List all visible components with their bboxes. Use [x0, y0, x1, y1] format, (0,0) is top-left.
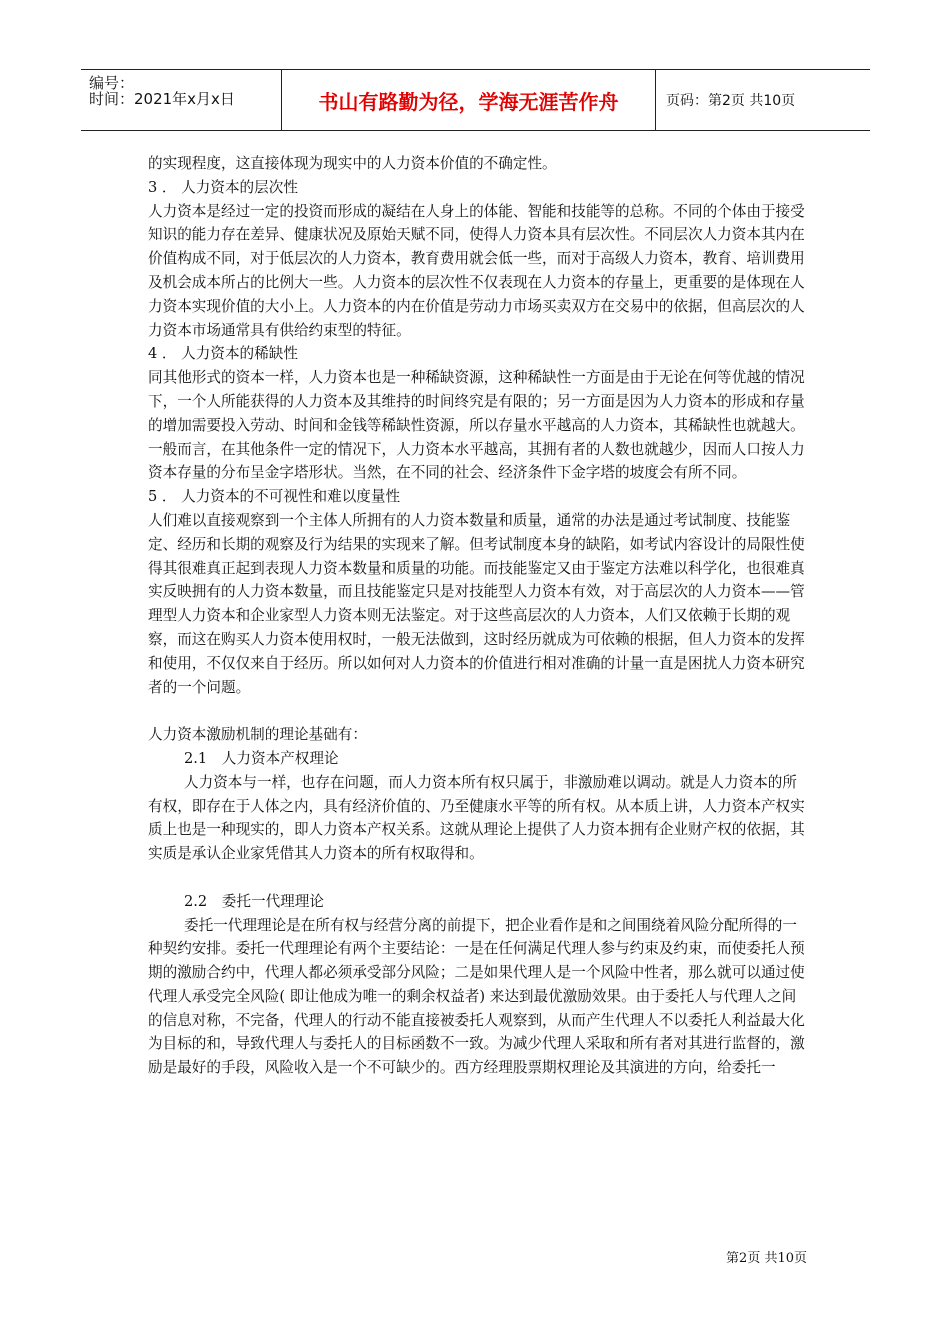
paragraph: 的实现程度，这直接体现为现实中的人力资本价值的不确定性。 [148, 155, 557, 172]
page-footer: 第2页 共10页 [726, 1251, 807, 1266]
time-label: 时间：2021年x月x日 [89, 90, 235, 108]
header-page-info: 页码：第2页 共10页 [666, 93, 796, 109]
header-table [81, 69, 870, 131]
section-heading-4: 4 ． 人力资本的稀缺性 [148, 345, 298, 363]
number-label: 编号： [89, 74, 135, 92]
subsection-heading-2-1: 2.1 人力资本产权理论 [184, 749, 339, 767]
paragraph: 同其他形式的资本一样，人力资本也是一种稀缺资源，这种稀缺性一方面是由于无论在何等优越的情况下，一个人所能获得的人力资本及其维持的时间终究是有限的；另一方面是因为人力资本的形成和存量的增加需要投入劳动、时间和金钱等稀缺性资源，所以存量水平越高的人力资本，其稀缺性也就越大。一般而言，在其他条件一定的情况下，人力资本水平越高，其拥有者的人数也就越少，因而人口按人力资本存量的分布呈金字塔形状。当然，在不同的社会、经济条件下金字塔的坡度会有所不同。 [148, 369, 805, 482]
section-heading-5: 5 ． 人力资本的不可视性和难以度量性 [148, 488, 401, 506]
section-heading-3: 3 ． 人力资本的层次性 [148, 178, 298, 196]
paragraph: 人力资本与一样，也存在问题，而人力资本所有权只属于，非激励难以调动。就是人力资本的所有权，即存在于人体之内，具有经济价值的、乃至健康水平等的所有权。从本质上讲，人力资本产权实质上也是一种现实的，即人力资本产权关系。这就从理论上提供了人力资本拥有企业财产权的依据，其实质是承认企业家凭借其人力资本的所有权取得和。 [148, 773, 805, 863]
document-body [148, 152, 808, 1080]
spacer [148, 699, 808, 723]
theory-intro: 人力资本激励机制的理论基础有： [148, 726, 367, 744]
paragraph: 人力资本是经过一定的投资而形成的凝结在人身上的体能、智能和技能等的总称。不同的个体由于接受知识的能力存在差异、健康状况及原始天赋不同，使得人力资本具有层次性。不同层次人力资本其内在价值构成不同，对于低层次的人力资本，教育费用就会低一些，而对于高级人力资本，教育、培训费用及机会成本所占的比例大一些。人力资本的层次性不仅表现在人力资本的存量上，更重要的是体现在人力资本实现价值的大小上。人力资本的内在价值是劳动力市场买卖双方在交易中的依据，但高层次的人力资本市场通常具有供给约束型的特征。 [148, 202, 805, 339]
header-meta [81, 70, 282, 130]
header-motto: 书山有路勤为径，学海无涯苦作舟 [282, 70, 656, 130]
paragraph: 委托一代理理论是在所有权与经营分离的前提下，把企业看作是和之间围绕着风险分配所得的一种契约安排。委托一代理理论有两个主要结论：一是在任何满足代理人参与约束及约束，而使委托人预期的激励合约中，代理人都必须承受部分风险；二是如果代理人是一个风险中性者，那么就可以通过使代理人承受完全风险( 即让他成为唯一的剩余权益者) 来达到最优激励效果。由于委托人与代理人之间的信息对称，不完备，代理人的行动不能直接被委托人观察到，从而产生代理人不以委托人利益最大化为目标的和，导致代理人与委托人的目标函数不一致。为减少代理人采取和所有者对其进行监督的，激励是最好的手段，风险收入是一个不可缺少的。西方经理股票期权理论及其演进的方向，给委托一 [148, 916, 805, 1077]
paragraph: 人们难以直接观察到一个主体人所拥有的人力资本数量和质量，通常的办法是通过考试制度、技能鉴定、经历和长期的观察及行为结果的实现来了解。但考试制度本身的缺陷，如考试内容设计的局限性使得其很难真正起到表现人力资本数量和质量的功能。而技能鉴定又由于鉴定方法难以科学化，也很难真实反映拥有的人力资本数量，而且技能鉴定只是对技能型人力资本有效，对于高层次的人力资本——管理型人力资本和企业家型人力资本则无法鉴定。对于这些高层次的人力资本，人们又依赖于长期的观察，而这在购买人力资本使用权时，一般无法做到，这时经历就成为可依赖的根据，但人力资本的发挥和使用，不仅仅来自于经历。所以如何对人力资本的价值进行相对准确的计量一直是困扰人力资本研究者的一个问题。 [148, 511, 805, 696]
spacer [148, 866, 808, 890]
subsection-heading-2-2: 2.2 委托一代理理论 [184, 892, 324, 910]
